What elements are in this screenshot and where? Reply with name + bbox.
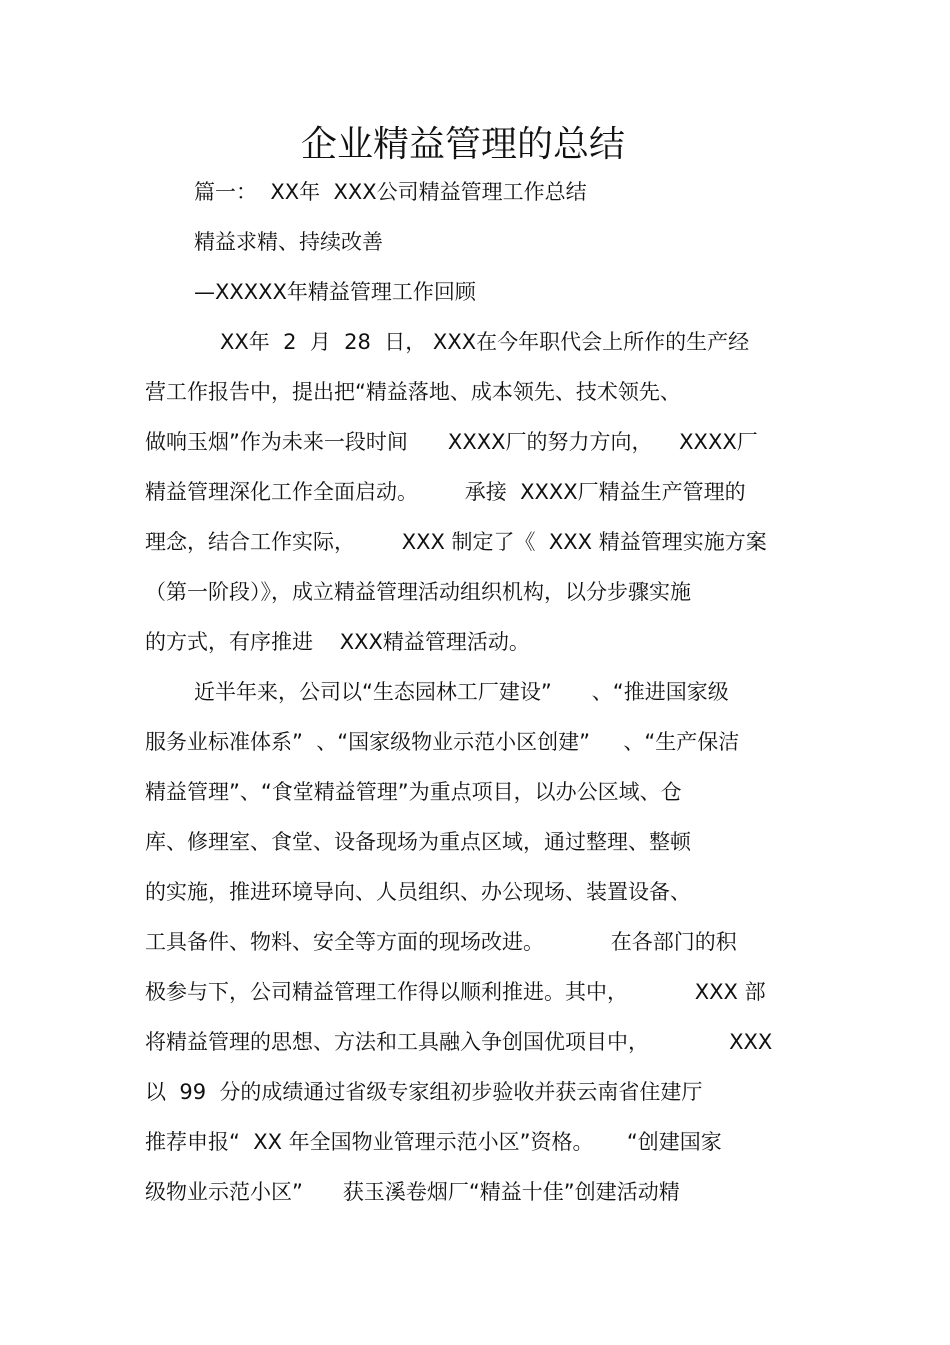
paragraph-line: 精益管理深化工作全面启动。 承接 XXXX厂精益生产管理的 bbox=[145, 480, 746, 504]
paragraph-line: XX年 2 月 28 日， XXX在今年职代会上所作的生产经 bbox=[220, 330, 750, 354]
paragraph-line: 级物业示范小区” 获玉溪卷烟厂“精益十佳”创建活动精 bbox=[145, 1180, 680, 1204]
paragraph-line: 营工作报告中，提出把“精益落地、成本领先、技术领先、 bbox=[145, 380, 681, 404]
paragraph-line: 篇一： XX年 XXX公司精益管理工作总结 bbox=[194, 180, 587, 204]
paragraph-line: 以 99 分的成绩通过省级专家组初步验收并获云南省住建厅 bbox=[145, 1080, 703, 1104]
paragraph-line: 将精益管理的思想、方法和工具融入争创国优项目中， XXX bbox=[145, 1030, 773, 1054]
paragraph-line: 服务业标准体系” 、“国家级物业示范小区创建” 、“生产保洁 bbox=[145, 730, 740, 754]
paragraph-line: 的方式，有序推进 XXX精益管理活动。 bbox=[145, 630, 530, 654]
paragraph-line: 工具备件、物料、安全等方面的现场改进。 在各部门的积 bbox=[145, 930, 737, 954]
paragraph-line: 推荐申报“ XX 年全国物业管理示范小区”资格。 “创建国家 bbox=[145, 1130, 722, 1154]
paragraph-line: 精益管理”、“食堂精益管理”为重点项目，以办公区域、仓 bbox=[145, 780, 682, 804]
paragraph-line: 精益求精、持续改善 bbox=[194, 230, 383, 254]
paragraph-line: 近半年来，公司以“生态园林工厂建设” 、“推进国家级 bbox=[194, 680, 729, 704]
paragraph-line: 做响玉烟”作为未来一段时间 XXXX厂的努力方向， XXXX厂 bbox=[145, 430, 758, 454]
paragraph-line: —XXXXX年精益管理工作回顾 bbox=[194, 280, 476, 304]
paragraph-line: 极参与下，公司精益管理工作得以顺利推进。其中， XXX 部 bbox=[145, 980, 766, 1004]
paragraph-line: 库、修理室、食堂、设备现场为重点区域，通过整理、整顿 bbox=[145, 830, 691, 854]
paragraph-line: 理念，结合工作实际， XXX 制定了《 XXX 精益管理实施方案 bbox=[145, 530, 767, 554]
paragraph-line: 的实施，推进环境导向、人员组织、办公现场、装置设备、 bbox=[145, 880, 691, 904]
paragraph-line: （第一阶段）》，成立精益管理活动组织机构，以分步骤实施 bbox=[145, 580, 691, 604]
document-title: 企业精益管理的总结 bbox=[300, 124, 625, 165]
